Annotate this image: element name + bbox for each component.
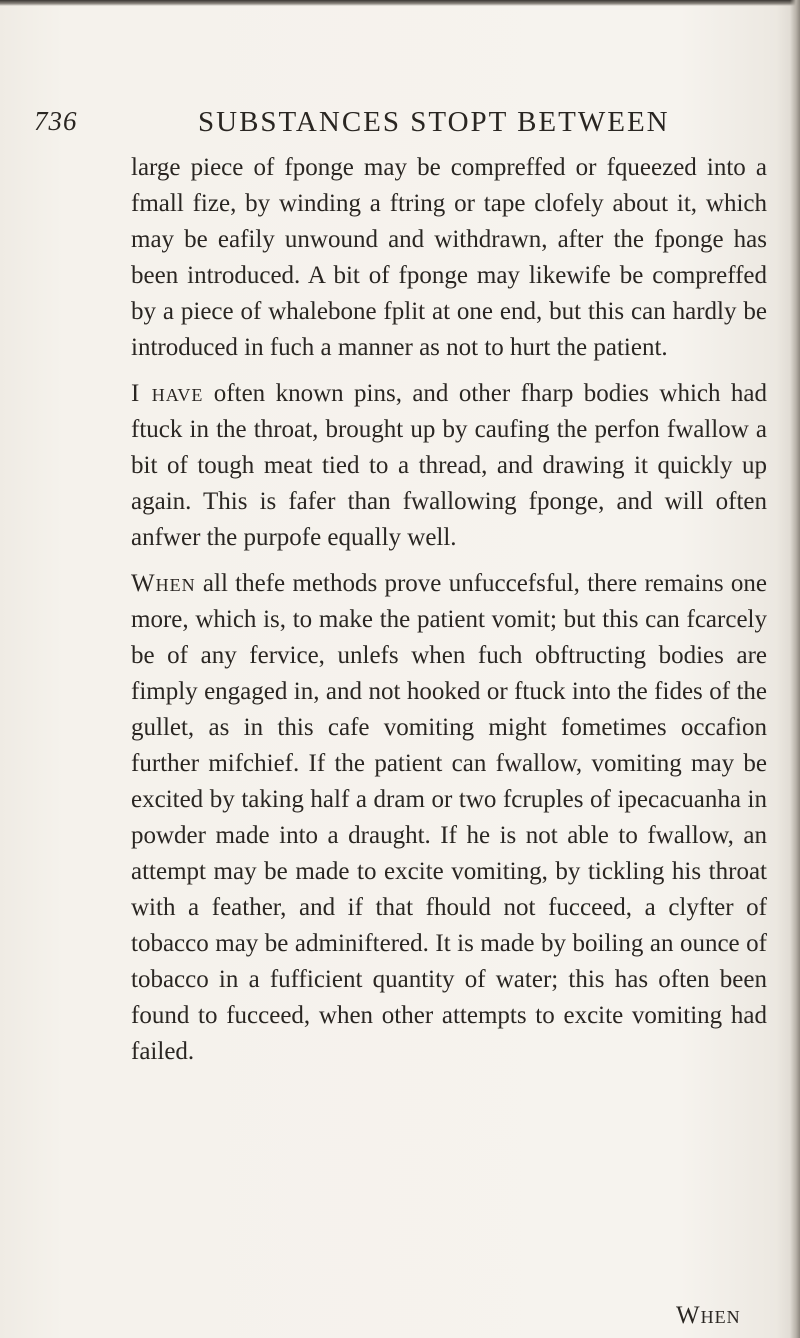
page-header <box>0 106 800 150</box>
paragraph-2-lead: I have <box>131 380 204 407</box>
catchword: When <box>676 1302 741 1329</box>
page-binding-edge <box>790 0 800 1338</box>
paragraph-3 <box>131 566 767 1070</box>
page-number: 736 <box>34 106 78 136</box>
paragraph-1 <box>131 150 767 366</box>
running-head: SUBSTANCES STOPT BETWEEN <box>198 106 670 138</box>
paragraph-2-text: often known pins, and other fharp bodies which had ftuck in the throat, brought up by caufing the perfon fwallow a bit of tough meat tied to a thread, and drawing it quickly up again. This is fafer than fwallowing fponge, and will often anfwer the purpofe equally well. <box>131 380 767 551</box>
paragraph-3-lead: When <box>131 570 196 597</box>
paragraph-3-text: all thefe methods prove unfuccefsful, there remains one more, which is, to make the patient vomit; but this can fcarcely be of any fervice, unlefs when fuch obftructing bodies are fimply engaged in, and not hooked or ftuck into the fides of the gullet, as in this cafe vomiting might fometimes occafion further mifchief. If the patient can fwallow, vomiting may be excited by taking half a dram or two fcruples of ipecacuanha in powder made into a draught. If he is not able to fwallow, an attempt may be made to excite vomiting, by tickling his throat with a feather, and if that fhould not fucceed, a clyfter of tobacco may be adminiftered. It is made by boiling an ounce of tobacco in a fufficient quantity of water; this has often been found to fucceed, when other attempts to excite vomiting had failed. <box>131 570 767 1065</box>
paragraph-1-text: large piece of fponge may be compreffed or fqueezed into a fmall fize, by winding a ftring or tape clofely about it, which may be eafily unwound and withdrawn, after the fponge has been introduced. A bit of fponge may likewife be compreffed by a piece of whalebone fplit at one end, but this can hardly be introduced in fuch a manner as not to hurt the patient. <box>131 154 767 361</box>
paragraph-2 <box>131 376 767 556</box>
body-text <box>131 150 767 1080</box>
page-top-edge <box>0 0 800 6</box>
